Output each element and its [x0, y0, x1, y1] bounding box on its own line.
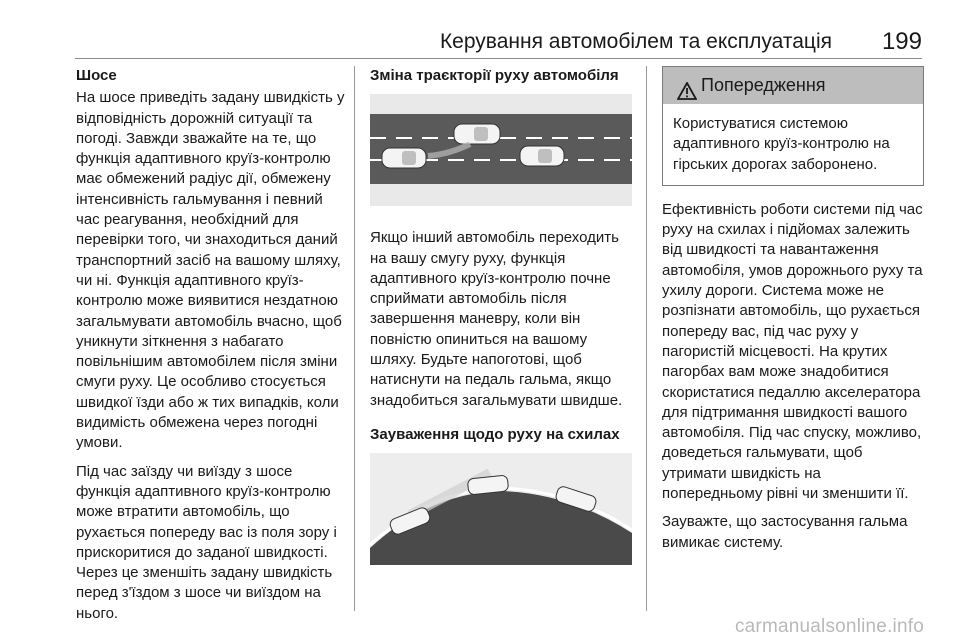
page-number: 199	[881, 28, 922, 55]
column-middle	[370, 66, 632, 565]
header-rule	[75, 58, 922, 59]
paragraph: На шосе приведіть задану швидкість у відповідність дорожній ситуації та погоді. Завжди зважайте на те, що функція адаптивного круїз-контролю має обмежений радіус дії, обмежену інтенсивність гальмування і певний час реагування, необхідний для перевірки того, чи знаходиться даний транспортний засіб на вашому шляху, чи ні. Функція адаптивного круїз-контролю може виявитися нездатною загальмувати автомобіль вчасно, щоб уникнути зіткнення з набагато повільнішим автомобілем після зміни смуги руху. Це особливо стосується швидкої їзди або ж тих випадків, коли видимість обмежена через погодні умови.	[76, 89, 345, 452]
lane-change-illustration	[370, 94, 632, 206]
warning-text: Користуватися системою адаптивного круїз-контролю на гірських дорогах заборонено.	[673, 115, 890, 173]
section-heading-slopes: Зауваження щодо руху на схилах	[370, 425, 620, 443]
page-header	[0, 0, 960, 56]
car-icon	[454, 124, 500, 144]
warning-header	[663, 67, 923, 104]
column-left	[76, 66, 346, 632]
section-heading-lane-change: Зміна траєкторії руху автомобіля	[370, 67, 619, 84]
watermark: carmanualsonline.info	[734, 616, 924, 637]
warning-triangle-icon	[677, 76, 697, 113]
paragraph: Під час заїзду чи виїзду з шосе функція адаптивного круїз-контролю може втратити автомобіль, що рухається попереду вас із поля зору і прискоритися до заданої швидкості. Через це зменшіть задану швидкість перед з'їздом з шосе чи виїздом на нього.	[76, 462, 337, 622]
paragraph: Якщо інший автомобіль переходить на вашу смугу руху, функція адаптивного круїз-контролю почне сприймати автомобіль після завершення маневру, коли він повністю опиниться на вашому шляху. Будьте напоготові, щоб натиснути на педаль гальма, якщо знадобиться загальмувати швидше.	[370, 229, 623, 409]
warning-box	[662, 66, 924, 186]
section-heading-highway: Шосе	[76, 67, 117, 84]
car-icon	[520, 146, 564, 166]
hill-driving-illustration	[370, 453, 632, 565]
chapter-title: Керування автомобілем та експлуатація	[439, 30, 832, 53]
paragraph: Зауважте, що застосування гальма вимикає систему.	[662, 513, 908, 551]
car-icon	[382, 148, 426, 168]
paragraph: Ефективність роботи системи під час руху на схилах і підйомах залежить від швидкості та навантаження автомобіля, умов дорожнього руху та ухилу дороги. Система може не розпізнати автомобіль, що рухається попереду вас, під час руху у пагористій місцевості. На крутих пагорбах вам може знадобитися скористатися педаллю акселератора для підтримання швидкості вашого автомобіля. Під час спуску, можливо, доведеться гальмувати, щоб утримати швидкість на попередньому рівні чи зменшити її.	[662, 200, 923, 503]
warning-title: Попередження	[701, 75, 826, 95]
column-divider	[354, 66, 355, 611]
column-divider	[646, 66, 647, 611]
column-right	[662, 66, 924, 561]
